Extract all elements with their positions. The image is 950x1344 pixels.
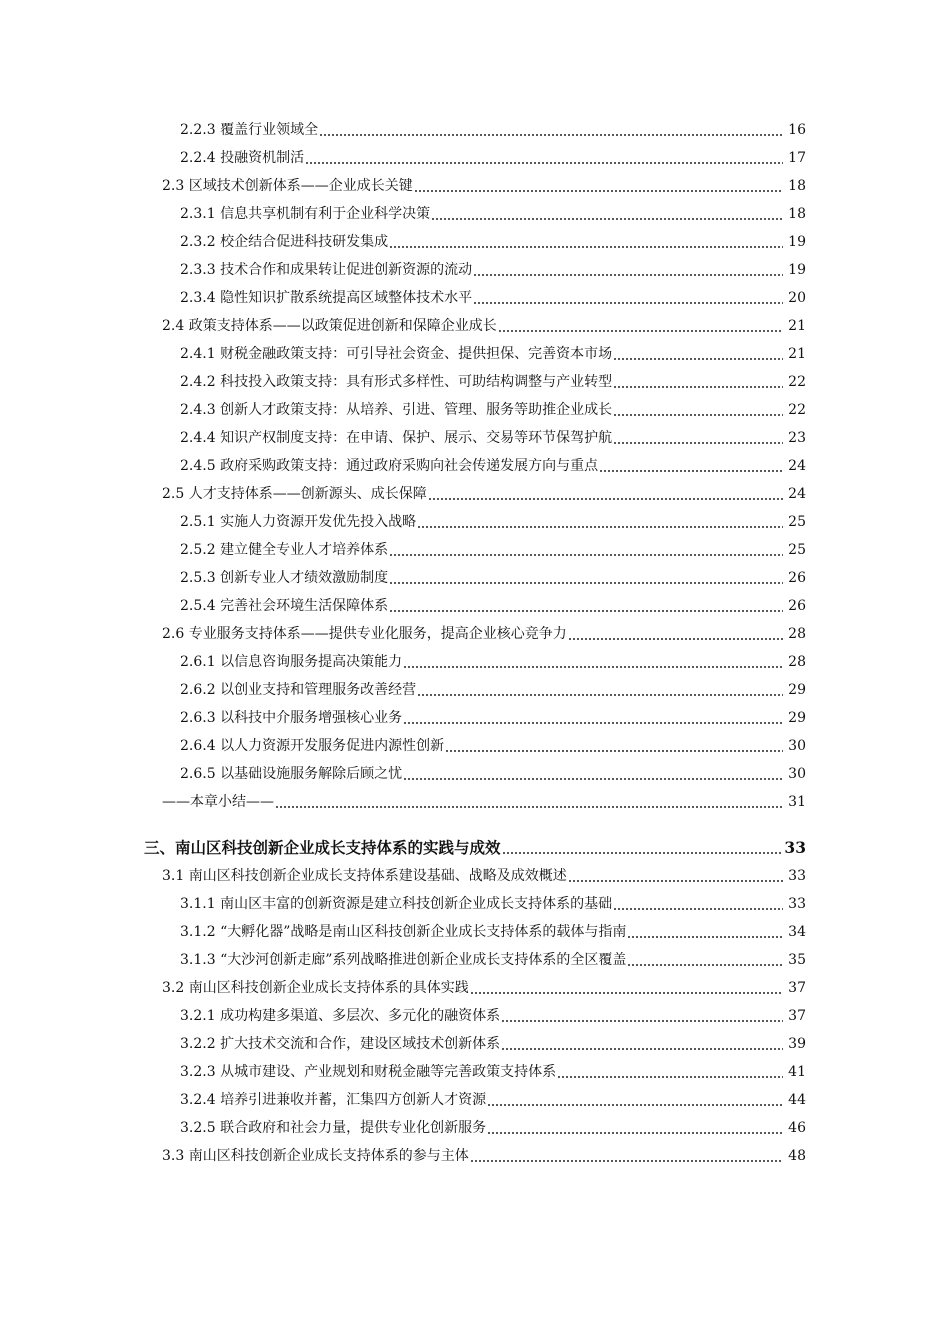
toc-entry-title: ——本章小结—— [162, 794, 274, 810]
toc-entry-title: 2.6.3 以科技中介服务增强核心业务 [180, 710, 403, 726]
toc-entry[interactable] [0, 918, 950, 946]
toc-entry-title: 3.2 南山区科技创新企业成长支持体系的具体实践 [162, 980, 469, 996]
toc-entry[interactable] [0, 536, 950, 564]
toc-entry[interactable] [0, 620, 950, 648]
toc-entry-title: 2.2.3 覆盖行业领域全 [180, 122, 319, 138]
toc-entry-title: 3.2.1 成功构建多渠道、多层次、多元化的融资体系 [180, 1008, 501, 1024]
toc-dot-leader [613, 414, 783, 416]
toc-entry-title: 2.4.3 创新人才政策支持：从培养、引进、管理、服务等助推企业成长 [180, 402, 613, 418]
toc-entry[interactable] [0, 480, 950, 508]
toc-dot-leader [557, 1076, 783, 1078]
toc-entry-page-number: 44 [788, 1092, 806, 1108]
toc-entry[interactable] [0, 200, 950, 228]
toc-dot-leader [389, 554, 783, 556]
toc-entry-page-number: 28 [788, 626, 806, 642]
toc-dot-leader [428, 498, 783, 500]
toc-entry-page-number: 48 [788, 1148, 806, 1164]
toc-entry[interactable] [0, 284, 950, 312]
toc-dot-leader [501, 1048, 783, 1050]
toc-entry-title: 2.2.4 投融资机制活 [180, 150, 305, 166]
toc-entry-page-number: 31 [788, 794, 806, 810]
toc-entry[interactable] [0, 788, 950, 816]
section-gap [0, 816, 950, 834]
toc-entry-page-number: 25 [788, 514, 806, 530]
toc-dot-leader [275, 806, 783, 808]
toc-dot-leader [627, 936, 783, 938]
toc-entry-title: 2.5.2 建立健全专业人才培养体系 [180, 542, 389, 558]
toc-entry-page-number: 23 [788, 430, 806, 446]
toc-dot-leader [613, 358, 783, 360]
toc-entry-page-number: 19 [788, 262, 806, 278]
toc-entry-title: 3.1.3 “大沙河创新走廊”系列战略推进创新企业成长支持体系的全区覆盖 [180, 952, 627, 968]
toc-entry-title: 3.1.2 “大孵化器”战略是南山区科技创新企业成长支持体系的载体与指南 [180, 924, 627, 940]
toc-entry[interactable] [0, 834, 950, 862]
toc-entry-page-number: 29 [788, 682, 806, 698]
toc-entry-page-number: 33 [784, 838, 806, 857]
toc-entry-title: 3.1 南山区科技创新企业成长支持体系建设基础、战略及成效概述 [162, 868, 567, 884]
toc-entry-page-number: 39 [788, 1036, 806, 1052]
toc-entry[interactable] [0, 648, 950, 676]
toc-entry[interactable] [0, 704, 950, 732]
toc-entry[interactable] [0, 396, 950, 424]
toc-entry-page-number: 35 [788, 952, 806, 968]
toc-dot-leader [319, 134, 783, 136]
toc-dot-leader [613, 908, 783, 910]
toc-entry-title: 2.4.1 财税金融政策支持：可引导社会资金、提供担保、完善资本市场 [180, 346, 613, 362]
toc-entry-page-number: 30 [788, 738, 806, 754]
toc-entry-page-number: 37 [788, 1008, 806, 1024]
toc-entry[interactable] [0, 676, 950, 704]
toc-entry[interactable] [0, 340, 950, 368]
toc-entry-title: 2.5 人才支持体系——创新源头、成长保障 [162, 486, 427, 502]
toc-dot-leader [403, 778, 783, 780]
toc-entry-page-number: 34 [788, 924, 806, 940]
toc-entry[interactable] [0, 592, 950, 620]
toc-entry[interactable] [0, 1002, 950, 1030]
toc-entry-page-number: 29 [788, 710, 806, 726]
toc-entry-page-number: 25 [788, 542, 806, 558]
toc-dot-leader [389, 582, 783, 584]
toc-entry-title: 3.1.1 南山区丰富的创新资源是建立科技创新企业成长支持体系的基础 [180, 896, 613, 912]
toc-dot-leader [417, 694, 783, 696]
toc-entry-page-number: 41 [788, 1064, 806, 1080]
table-of-contents [0, 116, 950, 1170]
toc-entry[interactable] [0, 172, 950, 200]
toc-entry-page-number: 33 [788, 868, 806, 884]
toc-dot-leader [417, 526, 783, 528]
toc-entry-title: 2.4.5 政府采购政策支持：通过政府采购向社会传递发展方向与重点 [180, 458, 599, 474]
toc-entry[interactable] [0, 1114, 950, 1142]
toc-entry-page-number: 21 [788, 346, 806, 362]
toc-dot-leader [487, 1104, 783, 1106]
toc-entry-title: 2.3.1 信息共享机制有利于企业科学决策 [180, 206, 431, 222]
toc-entry-page-number: 16 [788, 122, 806, 138]
toc-entry-page-number: 24 [788, 486, 806, 502]
toc-entry-title: 2.3.4 隐性知识扩散系统提高区域整体技术水平 [180, 290, 473, 306]
toc-dot-leader [470, 1160, 783, 1162]
toc-entry-page-number: 26 [788, 598, 806, 614]
toc-entry-title: 2.6.2 以创业支持和管理服务改善经营 [180, 682, 417, 698]
toc-dot-leader [568, 638, 783, 640]
toc-entry[interactable] [0, 1086, 950, 1114]
toc-entry-page-number: 33 [788, 896, 806, 912]
toc-entry[interactable] [0, 862, 950, 890]
toc-entry-page-number: 26 [788, 570, 806, 586]
toc-entry-title: 3.2.2 扩大技术交流和合作，建设区域技术创新体系 [180, 1036, 501, 1052]
toc-dot-leader [305, 162, 783, 164]
toc-entry[interactable] [0, 368, 950, 396]
toc-entry[interactable] [0, 144, 950, 172]
toc-entry-title: 2.4.2 科技投入政策支持：具有形式多样性、可助结构调整与产业转型 [180, 374, 613, 390]
toc-entry[interactable] [0, 508, 950, 536]
toc-entry-page-number: 20 [788, 290, 806, 306]
toc-dot-leader [414, 190, 783, 192]
toc-dot-leader [470, 992, 783, 994]
toc-entry-page-number: 22 [788, 374, 806, 390]
toc-entry-page-number: 21 [788, 318, 806, 334]
toc-dot-leader [501, 1020, 783, 1022]
toc-entry-title: 2.4.4 知识产权制度支持：在申请、保护、展示、交易等环节保驾护航 [180, 430, 613, 446]
toc-entry-page-number: 46 [788, 1120, 806, 1136]
toc-entry[interactable] [0, 1058, 950, 1086]
toc-entry[interactable] [0, 424, 950, 452]
toc-dot-leader [613, 386, 783, 388]
toc-entry[interactable] [0, 1030, 950, 1058]
toc-dot-leader [568, 880, 783, 882]
toc-dot-leader [502, 852, 781, 854]
toc-entry[interactable] [0, 732, 950, 760]
toc-entry-title: 2.3 区域技术创新体系——企业成长关键 [162, 178, 413, 194]
toc-dot-leader [389, 610, 783, 612]
toc-dot-leader [487, 1132, 783, 1134]
toc-entry-title: 3.2.5 联合政府和社会力量，提供专业化创新服务 [180, 1120, 487, 1136]
toc-dot-leader [473, 302, 783, 304]
toc-dot-leader [403, 666, 783, 668]
toc-dot-leader [389, 246, 783, 248]
toc-entry[interactable] [0, 974, 950, 1002]
toc-entry-title: 2.6.5 以基础设施服务解除后顾之忧 [180, 766, 403, 782]
toc-entry-page-number: 19 [788, 234, 806, 250]
toc-entry[interactable] [0, 760, 950, 788]
toc-dot-leader [599, 470, 783, 472]
toc-entry-title: 3.2.3 从城市建设、产业规划和财税金融等完善政策支持体系 [180, 1064, 557, 1080]
toc-entry[interactable] [0, 312, 950, 340]
toc-entry-title: 2.5.3 创新专业人才绩效激励制度 [180, 570, 389, 586]
toc-entry[interactable] [0, 564, 950, 592]
toc-entry[interactable] [0, 116, 950, 144]
toc-entry-title: 2.5.4 完善社会环境生活保障体系 [180, 598, 389, 614]
toc-entry-title: 三、南山区科技创新企业成长支持体系的实践与成效 [144, 838, 501, 857]
toc-entry-title: 2.5.1 实施人力资源开发优先投入战略 [180, 514, 417, 530]
toc-entry-title: 3.2.4 培养引进兼收并蓄，汇集四方创新人才资源 [180, 1092, 487, 1108]
toc-dot-leader [403, 722, 783, 724]
toc-entry-title: 2.3.3 技术合作和成果转让促进创新资源的流动 [180, 262, 473, 278]
toc-entry-title: 2.4 政策支持体系——以政策促进创新和保障企业成长 [162, 318, 497, 334]
toc-entry[interactable] [0, 228, 950, 256]
toc-dot-leader [498, 330, 783, 332]
toc-entry[interactable] [0, 452, 950, 480]
toc-entry-page-number: 37 [788, 980, 806, 996]
toc-entry-page-number: 22 [788, 402, 806, 418]
toc-entry-title: 2.6.1 以信息咨询服务提高决策能力 [180, 654, 403, 670]
toc-entry-page-number: 17 [788, 150, 806, 166]
toc-dot-leader [627, 964, 783, 966]
toc-entry-page-number: 18 [788, 206, 806, 222]
toc-entry-title: 2.3.2 校企结合促进科技研发集成 [180, 234, 389, 250]
toc-dot-leader [473, 274, 783, 276]
toc-entry-title: 3.3 南山区科技创新企业成长支持体系的参与主体 [162, 1148, 469, 1164]
toc-entry-title: 2.6 专业服务支持体系——提供专业化服务，提高企业核心竞争力 [162, 626, 567, 642]
toc-entry-page-number: 30 [788, 766, 806, 782]
toc-entry-title: 2.6.4 以人力资源开发服务促进内源性创新 [180, 738, 445, 754]
toc-entry[interactable] [0, 1142, 950, 1170]
toc-dot-leader [431, 218, 783, 220]
toc-entry[interactable] [0, 890, 950, 918]
toc-entry-page-number: 18 [788, 178, 806, 194]
toc-entry-page-number: 28 [788, 654, 806, 670]
toc-entry[interactable] [0, 256, 950, 284]
toc-entry[interactable] [0, 946, 950, 974]
toc-dot-leader [445, 750, 783, 752]
toc-entry-page-number: 24 [788, 458, 806, 474]
toc-dot-leader [613, 442, 783, 444]
